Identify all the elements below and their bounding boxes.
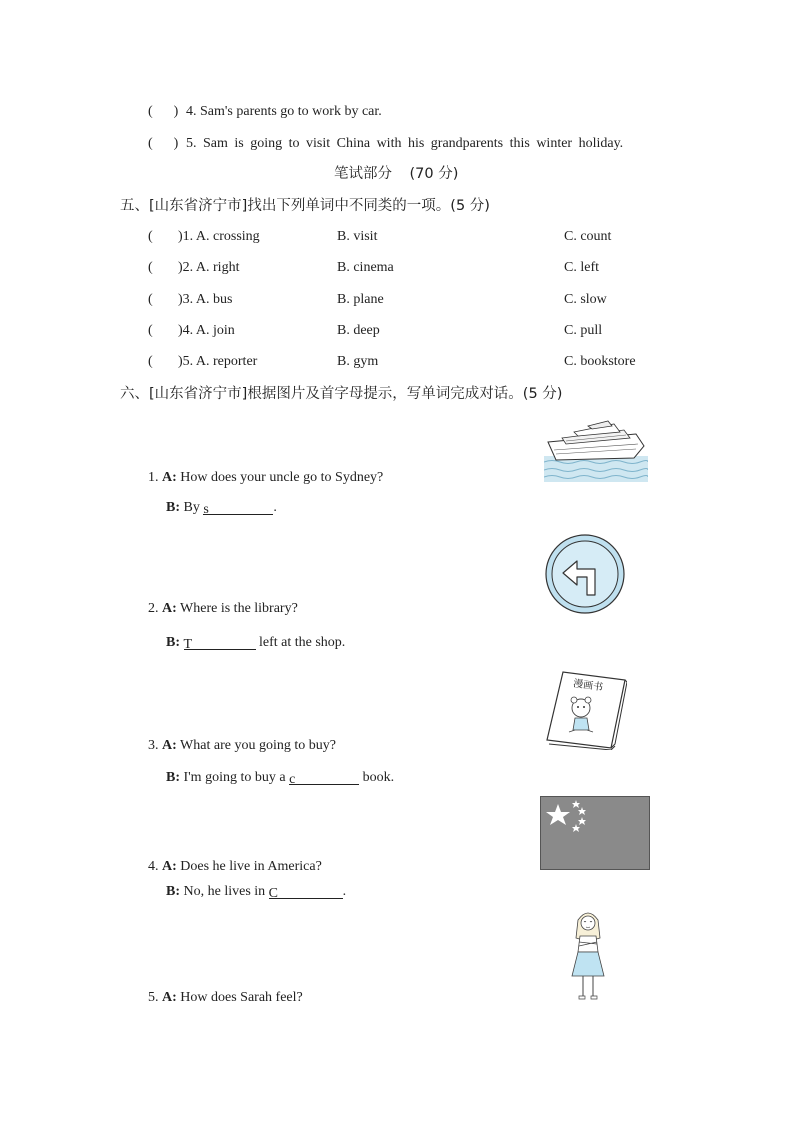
svg-text:漫画书: 漫画书	[572, 678, 604, 694]
listening-item-5: ( ) 5. Sam is going to visit China with his grandparents this winter holiday.	[148, 136, 624, 151]
list-item: ( )4. A. join	[148, 323, 235, 338]
list-item: ( )3. A. bus	[148, 292, 233, 307]
ship-picture	[544, 416, 648, 482]
option-b: B. cinema	[337, 260, 394, 275]
option-b: B. deep	[337, 323, 380, 338]
list-item: ( )5. A. reporter	[148, 354, 258, 369]
question-3-a: 3. A: What are you going to buy?	[148, 738, 336, 753]
answer-blank[interactable]: c	[289, 770, 359, 785]
option-c: C. pull	[564, 323, 603, 338]
option-b: B. visit	[337, 229, 378, 244]
section-6-title: 六、[山东省济宁市]根据图片及首字母提示，写单词完成对话。(5 分)	[120, 386, 563, 402]
question-2-b: B: T left at the shop.	[166, 635, 346, 652]
option-b: B. gym	[337, 354, 379, 369]
option-c: C. bookstore	[564, 354, 636, 369]
section-5-title: 五、[山东省济宁市]找出下列单词中不同类的一项。(5 分)	[120, 198, 490, 214]
question-4-b: B: No, he lives in C .	[166, 884, 347, 901]
option-b: B. plane	[337, 292, 384, 307]
list-item: ( )2. A. right	[148, 260, 240, 275]
question-3-b: B: I'm going to buy a c book.	[166, 770, 395, 787]
answer-blank[interactable]: T	[184, 635, 256, 650]
question-5-a: 5. A: How does Sarah feel?	[148, 990, 303, 1005]
question-2-a: 2. A: Where is the library?	[148, 601, 298, 616]
answer-blank[interactable]: C	[269, 884, 343, 899]
option-c: C. slow	[564, 292, 607, 307]
question-1-a: 1. A: How does your uncle go to Sydney?	[148, 470, 384, 485]
option-c: C. left	[564, 260, 599, 275]
china-flag-picture	[540, 796, 650, 870]
list-item: ( )1. A. crossing	[148, 229, 260, 244]
option-c: C. count	[564, 229, 612, 244]
question-1-b: B: By s .	[166, 500, 277, 517]
turn-left-sign-icon	[545, 533, 625, 615]
written-part-heading: 笔试部分 (70 分)	[334, 166, 459, 182]
listening-item-4: ( ) 4. Sam's parents go to work by car.	[148, 104, 382, 119]
answer-blank[interactable]: s	[203, 500, 273, 515]
question-4-a: 4. A: Does he live in America?	[148, 859, 322, 874]
comic-book-picture	[545, 668, 627, 750]
girl-picture	[568, 908, 608, 1004]
